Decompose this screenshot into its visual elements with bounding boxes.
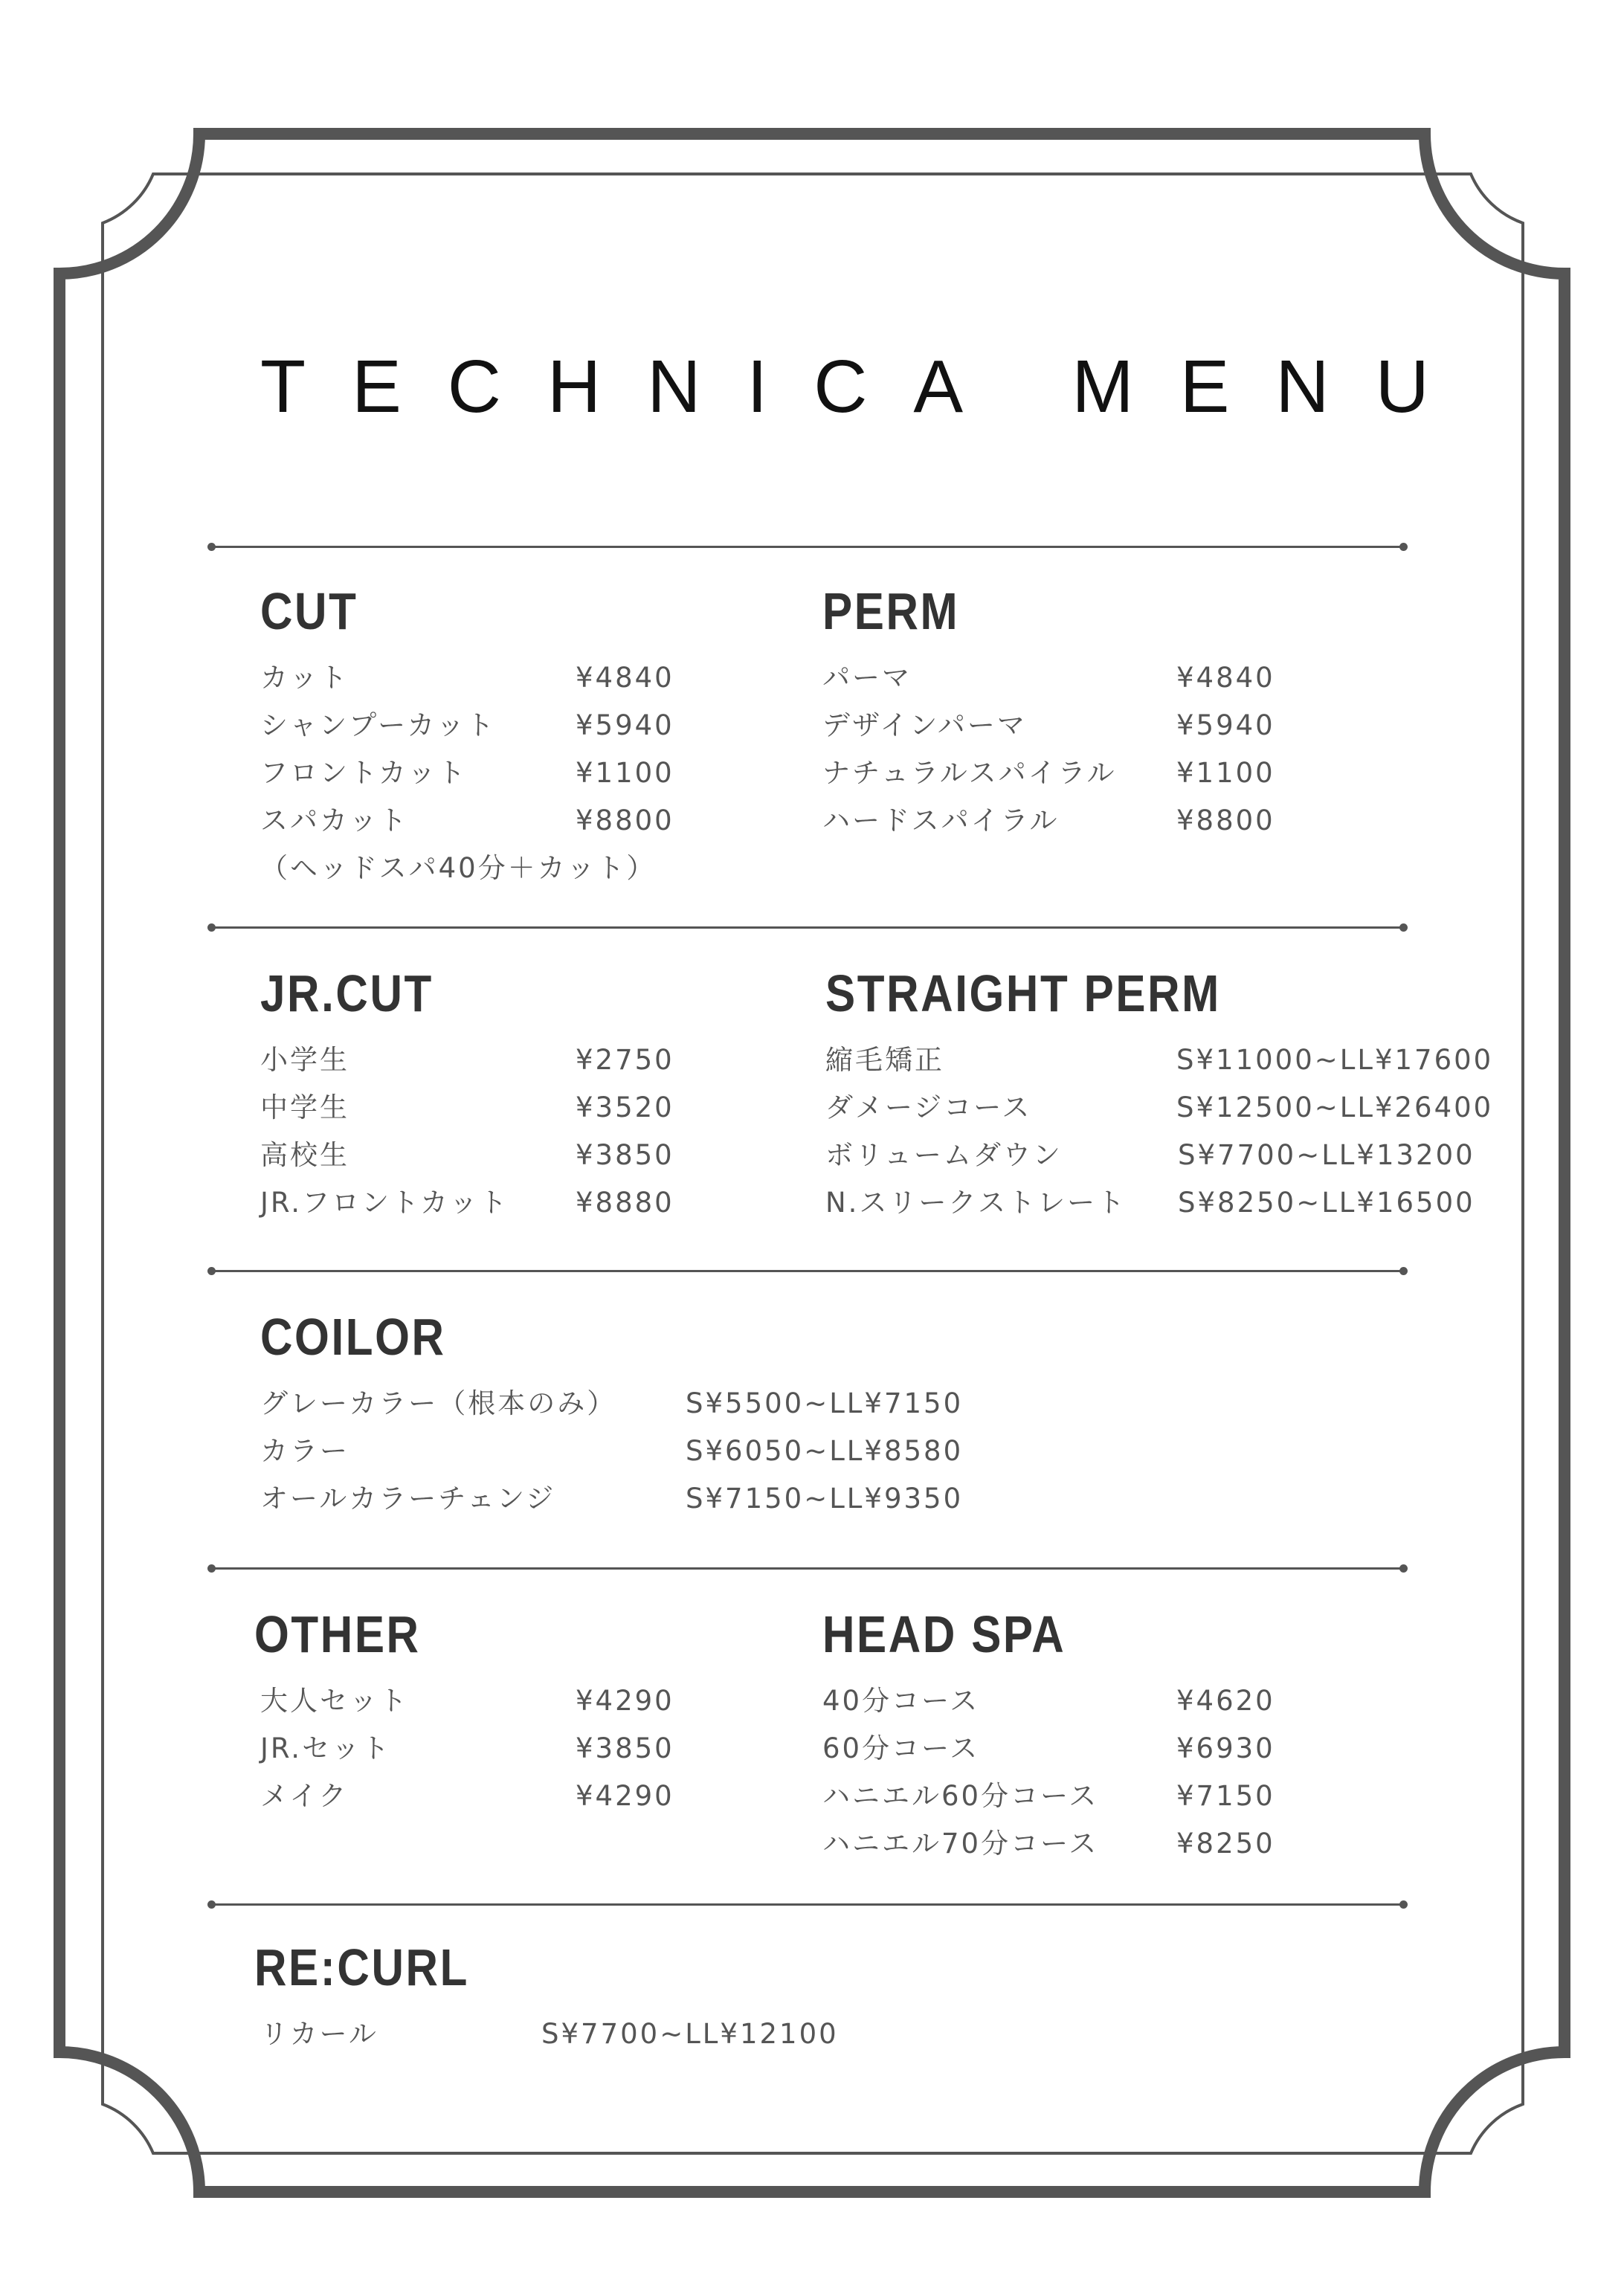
divider [211,1270,1404,1272]
item-price: ¥1100 [576,757,674,789]
item-name: カラー [260,1435,349,1467]
item-list [260,1380,964,1523]
item-price: S¥8250~LL¥16500 [1178,1187,1475,1219]
item-price: ¥6930 [1176,1732,1275,1764]
item-price: ¥4290 [576,1780,674,1812]
section-heading: STRAIGHT PERM [825,964,1221,1022]
menu-item [260,654,674,702]
item-price: ¥4840 [1176,662,1275,694]
item-name: JR.フロントカット [260,1187,509,1219]
menu-item [822,797,1275,845]
item-price: ¥8800 [576,804,674,836]
item-list [260,654,674,892]
item-price: S¥7700~LL¥12100 [541,2018,839,2050]
item-name: ハニエル70分コース [822,1828,1099,1860]
item-name: JR.セット [260,1732,392,1764]
section-heading: OTHER [254,1605,421,1663]
section-heading: PERM [822,582,960,640]
item-name: パーマ [822,662,912,694]
menu-item [822,1725,1275,1773]
item-name: 大人セット [260,1685,409,1717]
item-name: グレーカラー（根本のみ） [260,1387,617,1419]
item-price: ¥8880 [576,1187,674,1219]
item-price: S¥6050~LL¥8580 [686,1435,964,1467]
menu-item [260,1036,674,1084]
section-head-spa [822,1605,1275,1868]
item-name: ボリュームダウン [825,1139,1063,1171]
menu-item [822,1677,1275,1725]
item-name: 40分コース [822,1685,980,1717]
item-list [822,1677,1275,1868]
menu-item [260,702,674,749]
section-other [254,1605,674,1820]
item-name: N.スリークストレート [825,1187,1127,1219]
item-price: ¥5940 [1176,709,1275,741]
item-name: 60分コース [822,1732,980,1764]
item-price: ¥3520 [576,1091,674,1123]
section-perm [822,581,1275,845]
section-heading: COILOR [260,1308,446,1366]
menu-item [822,749,1275,797]
menu-item [822,702,1275,749]
item-price: S¥12500~LL¥26400 [1176,1091,1494,1123]
section-recurl [254,1938,839,2058]
item-note: （ヘッドスパ40分＋カット） [260,852,657,884]
item-price: ¥4290 [576,1685,674,1717]
item-name: オールカラーチェンジ [260,1483,556,1515]
menu-item [825,1179,1475,1227]
item-list [822,654,1275,845]
section-heading: JR.CUT [260,964,434,1022]
item-name: ハードスパイラル [822,804,1060,836]
menu-title: TECHNICA MENU [260,345,1475,428]
item-price: ¥4620 [1176,1685,1275,1717]
menu-item [825,1036,1494,1084]
menu-item [260,1475,964,1523]
section-heading: HEAD SPA [822,1605,1066,1663]
menu-item [260,1428,964,1475]
item-price: S¥7700~LL¥13200 [1178,1139,1475,1171]
item-list [260,1036,674,1227]
menu-item [825,1084,1494,1132]
section-jr-cut [260,964,674,1227]
item-price: ¥3850 [576,1139,674,1171]
menu-item [822,1820,1275,1868]
item-price: S¥11000~LL¥17600 [1176,1044,1494,1076]
menu-item [260,2010,839,2058]
item-price: ¥1100 [1176,757,1275,789]
divider [211,926,1404,929]
item-price: S¥7150~LL¥9350 [686,1483,964,1515]
menu-item [260,1380,964,1428]
item-name: 高校生 [260,1139,349,1171]
section-straight-perm [825,964,1494,1227]
item-price: ¥5940 [576,709,674,741]
item-name: 縮毛矯正 [825,1044,944,1076]
item-price: ¥2750 [576,1044,674,1076]
menu-item [260,749,674,797]
menu-item [260,1132,674,1179]
menu-item [825,1132,1475,1179]
item-name: 小学生 [260,1044,349,1076]
menu-item [260,797,674,845]
item-name: メイク [260,1780,349,1812]
item-list [825,1036,1494,1227]
menu-item [822,1773,1275,1820]
item-price: ¥8800 [1176,804,1275,836]
menu-item [822,654,1275,702]
menu-item [260,1677,674,1725]
item-name: ナチュラルスパイラル [822,757,1117,789]
item-price: ¥8250 [1176,1828,1275,1860]
section-color [260,1307,964,1523]
section-heading: CUT [260,582,358,640]
divider [211,546,1404,548]
menu-item [260,1725,674,1773]
item-list [260,1677,674,1820]
item-list [260,2010,839,2058]
item-name: 中学生 [260,1091,349,1123]
menu-item [260,1084,674,1132]
item-name: ダメージコース [825,1091,1032,1123]
item-name: スパカット [260,804,409,836]
item-name: シャンプーカット [260,709,497,741]
item-price: ¥7150 [1176,1780,1275,1812]
menu-item [260,1179,674,1227]
item-price: ¥3850 [576,1732,674,1764]
item-name: ハニエル60分コース [822,1780,1099,1812]
item-name: リカール [260,2018,378,2050]
item-name: デザインパーマ [822,709,1027,741]
menu-item [260,1773,674,1820]
section-cut [260,581,674,892]
divider [211,1903,1404,1906]
section-heading: RE:CURL [254,1938,469,1996]
item-price: ¥4840 [576,662,674,694]
divider [211,1567,1404,1570]
item-name: カット [260,662,349,694]
item-name: フロントカット [260,757,468,789]
item-price: S¥5500~LL¥7150 [686,1387,964,1419]
